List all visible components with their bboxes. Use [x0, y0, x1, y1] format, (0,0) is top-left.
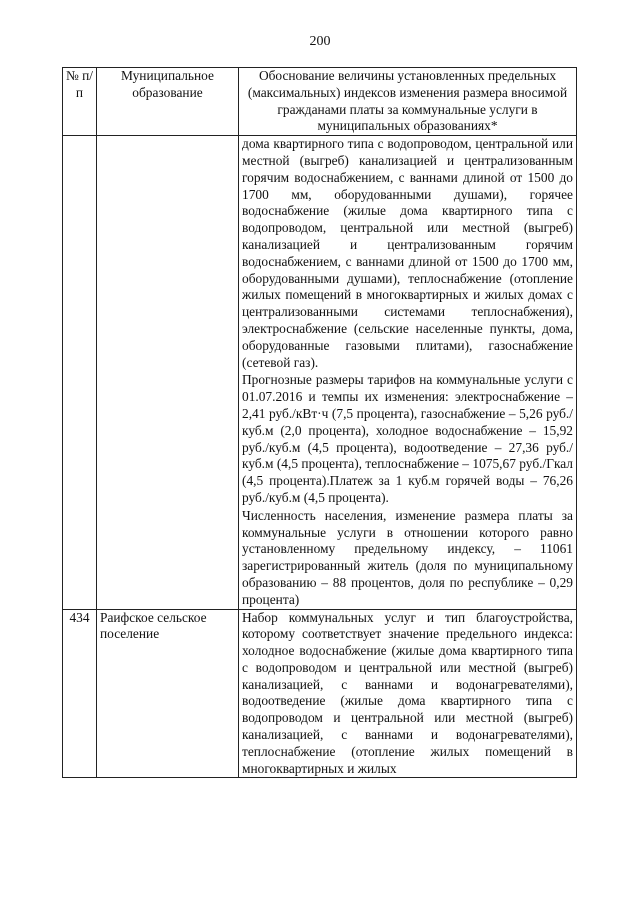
row-justification: [239, 609, 577, 778]
row-justification: [239, 136, 577, 609]
table-row: [63, 136, 577, 609]
row-num: [63, 136, 97, 609]
paragraph: Численность населения, изменение размера платы за коммунальные услуги в отношении которого равно установленному предельному индексу, – 11061 зарегистрированный житель (доля по муниципальному образованию – 88 процентов, доля по республике – 0,29 процента): [242, 507, 573, 607]
tariff-table: [62, 67, 577, 778]
paragraph: Набор коммунальных услуг и тип благоустройства, которому соответствует значение предельного индекса: холодное водоснабжение (жилые дома квартирного типа с водопроводом и центральной или местной (выгреб) канализацией, с ваннами и водонагревателями), водоотведение (жилые дома квартирного типа с водопроводом и центральной или местной (выгреб) канализацией, с ваннами и водонагревателями), теплоснабжение (отопление жилых помещений в многоквартирных и жилых: [242, 609, 573, 776]
header-municipality: Муниципальное образование: [97, 68, 239, 136]
paragraph: дома квартирного типа с водопроводом, центральной или местной (выгреб) канализацией и централизованным горячим водоснабжением, с ваннами длиной от 1500 до 1700 мм, оборудованными душами), горячее водоснабжение (жилые дома квартирного типа с водопроводом, центральной или местной (выгреб) канализацией и централизованным горячим водоснабжением, с ваннами длиной от 1500 до 1700 мм, оборудованными душами), теплоснабжение (отопление жилых помещений в многоквартирных и жилых домах с централизованными системами теплоснабжения), электроснабжение (сельские населенные пункты, дома, оборудованные газовыми плитами), газоснабжение (сетевой газ).: [242, 136, 573, 370]
table-row: [63, 609, 577, 778]
row-num: 434: [63, 609, 97, 778]
paragraph: Прогнозные размеры тарифов на коммунальные услуги с 01.07.2016 и темпы их изменения: электроснабжение – 2,41 руб./кВт·ч (7,5 процента), газоснабжение – 5,26 руб./куб.м (2,0 процента), холодное водоснабжение – 15,92 руб./куб.м (4,5 процента), водоотведение – 27,36 руб./куб.м (4,5 процента), теплоснабжение – 1075,67 руб./Гкал (4,5 процента).Платеж за 1 куб.м горячей воды – 76,26 руб./куб.м (4,5 процента).: [242, 372, 573, 505]
table-header-row: [63, 68, 577, 136]
page-number: 200: [309, 34, 331, 49]
header-justification: Обоснование величины установленных предельных (максимальных) индексов изменения размера вносимой гражданами платы за коммунальные услуги в муниципальных образованиях*: [239, 68, 577, 136]
row-municipality: Раифское сельское поселение: [97, 609, 239, 778]
header-num: № п/п: [63, 68, 97, 136]
row-municipality: [97, 136, 239, 609]
